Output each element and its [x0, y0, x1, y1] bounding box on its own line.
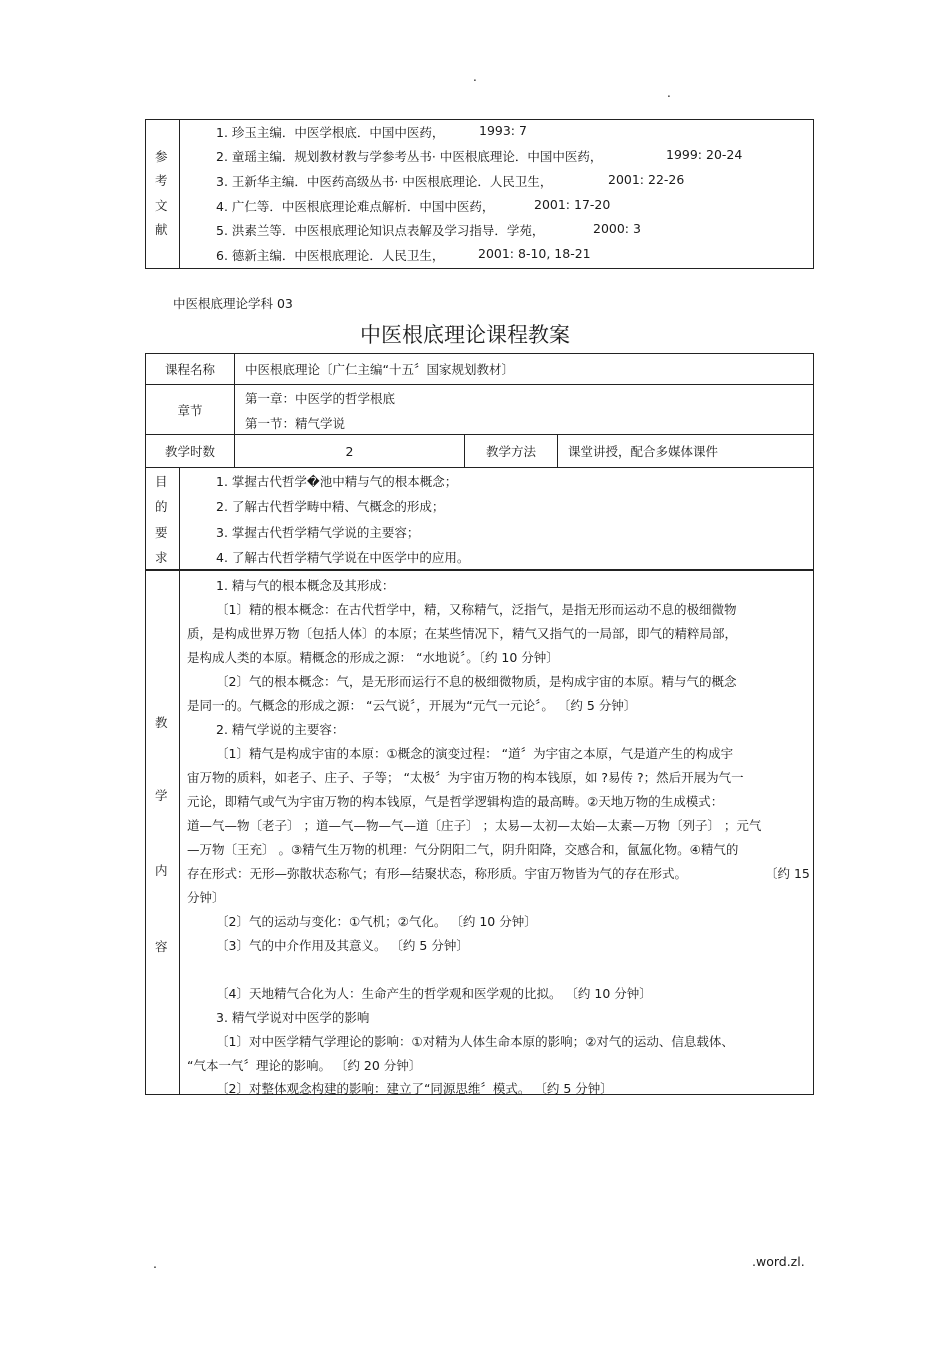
hours-value: 2: [235, 435, 465, 468]
content-label-char: 内: [155, 863, 168, 878]
reference-pub: 2001: 17-20: [534, 197, 611, 212]
references-label-char: 参: [155, 149, 168, 164]
content-line: 〔1〕精气是构成宇宙的本原：①概念的演变过程： “道〞为宇宙之本原，气是道产生的构成宇: [216, 746, 734, 761]
reference-item: 4. 广仁等．中医根底理论难点解析．中国中医药，: [216, 199, 495, 214]
content-line: 存在形式：无形—弥散状态称气；有形—结聚状态，称形质。宇宙万物皆为气的存在形式。: [187, 866, 688, 881]
content-line: 宙万物的质料，如老子、庄子、子等； “太极〞为宇宙万物的构本钱原，如 ?易传 ?；然后开展为气一: [187, 770, 744, 785]
course-name-value: 中医根底理论〔广仁主编“十五〞国家规划教材〕: [235, 354, 814, 385]
content-line: 2. 精气学说的主要容：: [216, 722, 345, 737]
objectives-label-char: 求: [155, 550, 168, 565]
content-line: 〔3〕气的中介作用及其意义。 〔约 5 分钟〕: [216, 938, 469, 953]
references-list-cell: [180, 120, 814, 269]
content-label-char: 学: [155, 788, 168, 803]
reference-item: 2. 童瑶主编．规划教材教与学参考丛书· 中医根底理论．中国中医药，: [216, 149, 603, 164]
content-table: [145, 570, 814, 1095]
reference-pub: 2000: 3: [593, 221, 641, 236]
content-line: —万物〔王充〕 。③精气生万物的机理：气分阴阳二气，阴升阳降，交感合和，氤氲化物。④精气的: [187, 842, 739, 857]
objectives-label-char: 的: [155, 499, 168, 514]
objective-item: 1. 掌握古代哲学�池中精与气的根本概念；: [216, 474, 458, 489]
content-line: “气本一气〞理论的影响。 〔约 20 分钟〕: [187, 1058, 422, 1073]
section-line: 第一节：精气学说: [245, 416, 346, 431]
references-label-char: 考: [155, 173, 168, 188]
plan-title: 中医根底理论课程教案: [360, 323, 570, 347]
chapter-label: 章节: [146, 385, 235, 435]
objectives-label-char: 目: [155, 474, 168, 489]
content-line: 〔2〕对整体观念构建的影响：建立了“同源思维〞模式。 〔约 5 分钟〕: [216, 1081, 613, 1096]
content-line: 〔4〕天地精气合化为人：生命产生的哲学观和医学观的比拟。 〔约 10 分钟〕: [216, 986, 652, 1001]
references-label-cell: [146, 120, 180, 269]
content-line: 是构成人类的本原。精概念的形成之源： “水地说〞。〔约 10 分钟〕: [187, 650, 559, 665]
content-label-cell: [146, 571, 180, 1095]
content-line: 〔约 15: [765, 866, 810, 881]
reference-item: 6. 德新主编．中医根底理论．人民卫生，: [216, 248, 445, 263]
content-line: 〔1〕精的根本概念：在古代哲学中，精，又称精气，泛指气，是指无形而运动不息的极细微物: [216, 602, 737, 617]
method-value: 课堂讲授，配合多媒体课件: [558, 435, 814, 468]
hours-label: 教学时数: [146, 435, 235, 468]
reference-item: 5. 洪素兰等．中医根底理论知识点表解及学习指导．学苑，: [216, 223, 545, 238]
footer-left-mark: .: [153, 1256, 157, 1271]
content-label-char: 容: [155, 939, 168, 954]
reference-pub: 1999: 20-24: [666, 147, 743, 162]
objectives-table: [145, 467, 814, 570]
method-label: 教学方法: [465, 435, 558, 468]
reference-item: 1. 珍玉主编．中医学根底．中国中医药，: [216, 125, 445, 140]
reference-pub: 2001: 22-26: [608, 172, 685, 187]
course-info-table: [145, 353, 814, 468]
content-label-char: 教: [155, 715, 168, 730]
content-line: 质，是构成世界万物〔包括人体〕的本原；在某些情况下，精气又指气的一局部，即气的精粹局部，: [187, 626, 738, 641]
objectives-label-char: 要: [155, 525, 168, 540]
references-table: [145, 119, 814, 269]
footer-right-mark: .word.zl.: [752, 1254, 805, 1269]
reference-item: 3. 王新华主编．中医药高级丛书· 中医根底理论．人民卫生，: [216, 174, 553, 189]
subject-code: 中医根底理论学科 03: [173, 296, 293, 311]
content-line: 元论，即精气或气为宇宙万物的构本钱原，气是哲学逻辑构造的最高畴。②天地万物的生成模式：: [187, 794, 724, 809]
reference-pub: 1993: 7: [479, 123, 527, 138]
chapter-line: 第一章：中医学的哲学根底: [245, 391, 396, 406]
content-line: 〔1〕对中医学精气学理论的影响：①对精为人体生命本原的影响；②对气的运动、信息载体、: [216, 1034, 734, 1049]
objective-item: 2. 了解古代哲学畴中精、气概念的形成；: [216, 499, 445, 514]
chapter-value: [235, 385, 814, 435]
content-body-cell: [180, 571, 814, 1095]
reference-pub: 2001: 8-10, 18-21: [478, 246, 591, 261]
references-label-char: 献: [155, 222, 168, 237]
header-dot-left: .: [473, 70, 477, 84]
content-line: 〔2〕气的运动与变化：①气机；②气化。 〔约 10 分钟〕: [216, 914, 537, 929]
course-name-label: 课程名称: [146, 354, 235, 385]
objective-item: 4. 了解古代哲学精气学说在中医学中的应用。: [216, 550, 470, 565]
header-dot-right: .: [667, 86, 671, 100]
content-line: 道—气—物〔老子〕 ；道—气—物—气—道〔庄子〕 ；太易—太初—太始—太素—万物〔列子〕 ；元气: [187, 818, 762, 833]
content-line: 分钟〕: [187, 890, 225, 905]
objectives-label-cell: [146, 468, 180, 570]
content-line: 是同一的。气概念的形成之源： “云气说〞，开展为“元气一元论〞。 〔约 5 分钟〕: [187, 698, 637, 713]
content-line: 〔2〕气的根本概念：气，是无形而运行不息的极细微物质，是构成宇宙的本原。精与气的概念: [216, 674, 737, 689]
objective-item: 3. 掌握古代哲学精气学说的主要容；: [216, 525, 420, 540]
objectives-list-cell: [180, 468, 814, 570]
content-line: 1. 精与气的根本概念及其形成：: [216, 578, 395, 593]
references-label-char: 文: [155, 198, 168, 213]
content-line: 3. 精气学说对中医学的影响: [216, 1010, 370, 1025]
